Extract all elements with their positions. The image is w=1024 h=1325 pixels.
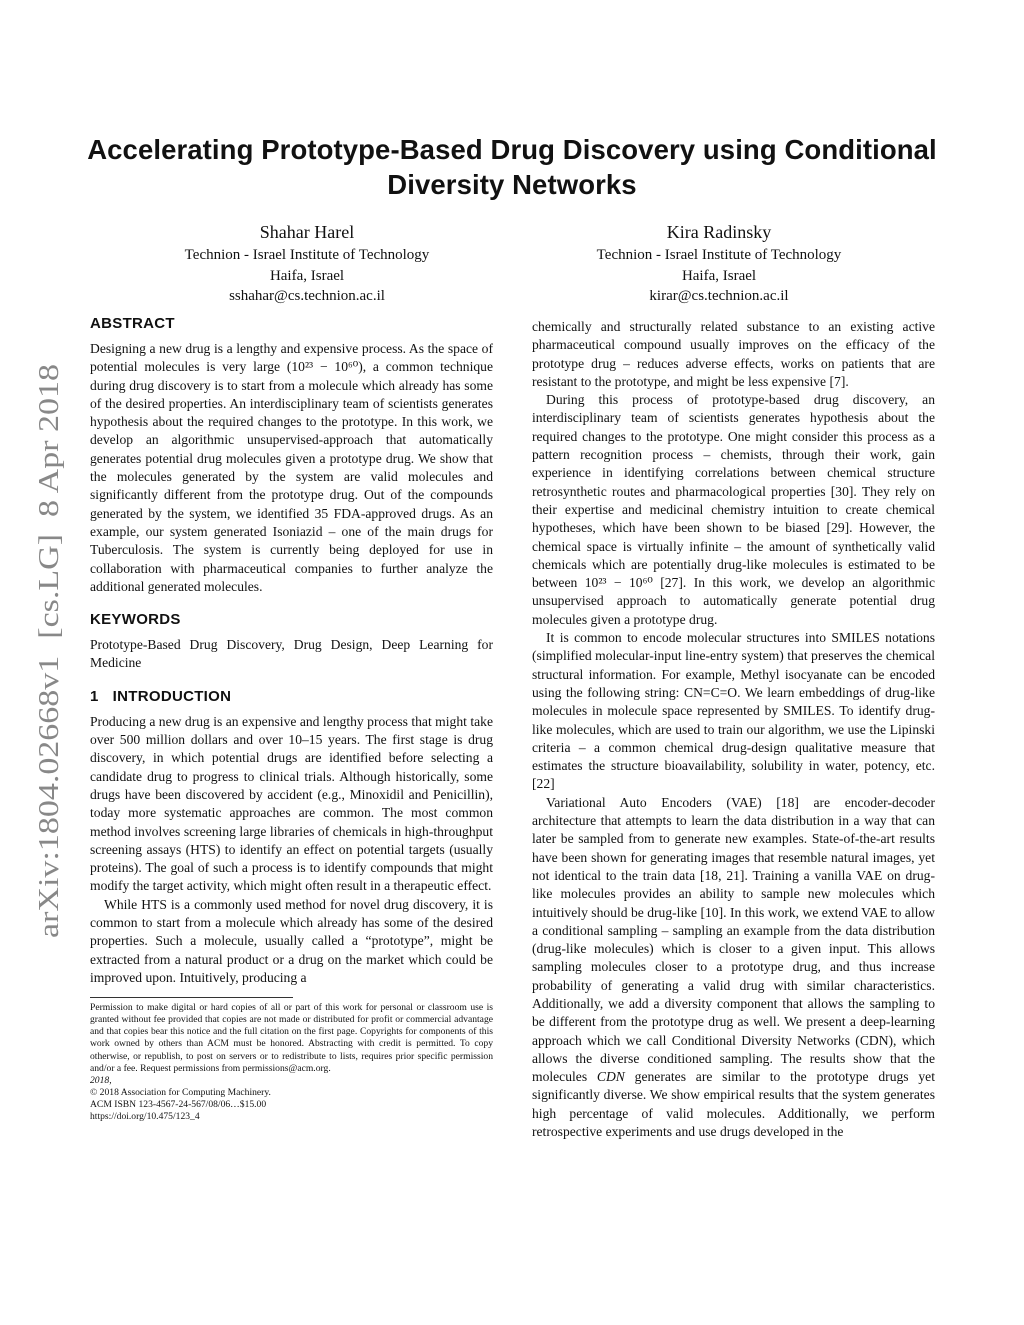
body-paragraph-4-part-b: generates are similar to the prototype drugs yet significantly diverse. We show empirical results that the system generates high percentage of valid molecules. Additionally, we perform retrospective experiments and use drugs developed in the xyxy=(532,1069,935,1140)
arxiv-id-text: arXiv:1804.02668v1 [cs.LG] 8 Apr 2018 xyxy=(34,456,65,938)
right-column xyxy=(532,318,935,1141)
author-affiliation: Technion - Israel Institute of Technology xyxy=(596,247,842,263)
keywords-text: Prototype-Based Drug Discovery, Drug Design, Deep Learning for Medicine xyxy=(90,637,493,671)
author-name: Shahar Harel xyxy=(259,222,355,242)
section-title: INTRODUCTION xyxy=(112,687,232,705)
copyright-footnote xyxy=(90,1002,493,1123)
title-line-1: Accelerating Prototype-Based Drug Discovery using Conditional xyxy=(87,134,937,165)
intro-paragraph-2: While HTS is a commonly used method for novel drug discovery, it is common to start from a molecule which already has some of the desired properties. Such a molecule, usually called a “prototype”, might be extracted from a natural product or a drug on the market which could be improved upon. Intuitively, producing a xyxy=(90,896,493,985)
footnote-divider xyxy=(90,997,293,998)
copyright-line: © 2018 Association for Computing Machinery. xyxy=(90,1086,271,1098)
body-paragraph-4-part-a: Variational Auto Encoders (VAE) [18] are encoder-decoder architecture that attempts to learn the data distribution in a way that can later be sampled from to generate new examples. State-of-the-art results have been shown for generating images that resemble natural images, yet not identical to the train data [18, 21]. Training a vanilla VAE on drug-like molecules provides an ability to sample new molecules which intuitively should be drug-like [10]. In this work, we extend VAE to allow a conditional sampling – sampling an example from the data distribution (drug-like molecules) which is closer to a given input. This allows sampling molecules closer to a prototype drug, and thus increase probability of generating a valid drug with similar characteristics. Additionally, we add a diversity component that allows the sampling to be different from the prototype drug as well. We present a deep-learning approach which we call Conditional Diversity Networks (CDN), which allows the diverse conditioned sampling. The results show that the molecules xyxy=(532,794,935,1085)
title-line-2: Diversity Networks xyxy=(387,169,637,200)
author-location: Haifa, Israel xyxy=(681,267,757,284)
author-affiliation: Technion - Israel Institute of Technology xyxy=(184,247,430,263)
abstract-text: Designing a new drug is a lengthy and expensive process. As the space of potential molecules is very large (10²³ − 10⁶⁰), a common technique during drug discovery is to start from a molecule which already has some of the desired properties. An interdisciplinary team of scientists generates hypothesis about the required changes to the prototype. In this work, we develop an algorithmic unsupervised-approach that automatically generates potential drug molecules given a prototype drug. We show that the molecules generated by the system are valid molecules and significantly different from the prototype drug. Out of the compounds generated by the system, we identified 35 FDA-approved drugs. As an example, our system generated Isoniazid – one of the main drugs for Tuberculosis. The system is currently being deployed for use in collaboration with pharmaceutical companies to further analyze the additional generated molecules. xyxy=(90,341,493,594)
author-block-2 xyxy=(539,221,899,307)
body-paragraph-2: During this process of prototype-based drug discovery, an interdisciplinary team of scientists generates hypothesis about the required changes to the prototype. One might consider this process as a pattern recognition process – chemists, through their work, gain experience in identifying correlations between chemical structure retrosynthetic routes and pharmacological properties [30]. They rely on their expertise and medicinal chemistry intuition to create chemical hypotheses, which have been shown to be biased [29]. However, the chemical space is virtually infinite – the amount of synthetically valid chemicals which are potentially drug-like molecules is estimated to be between 10²³ − 10⁶⁰ [27]. In this work, we develop an algorithmic unsupervised approach to automatically generate potential drug molecules given a prototype drug. xyxy=(532,392,935,627)
author-email[interactable]: sshahar@cs.technion.ac.il xyxy=(229,288,385,304)
body-paragraph-3: It is common to encode molecular structures into SMILES notations (simplified molecular-input line-entry system) that preserves the chemical structural information. For example, Methyl isocyanate can be encoded using the following string: CN=C=O. We learn embeddings of drug-like molecules in molecule space represented by SMILES. To identify drug-like molecules, which are used to train our algorithm, we use the Lipinski criteria – a common chemical drug-design qualitative measure that estimates the structure bioavailability, solubility in water, potency, etc. [22] xyxy=(532,630,935,792)
body-paragraph-1: chemically and structurally related substance to an existing active pharmaceutical compound usually improves on the efficacy of the prototype drug – reduces adverse effects, works on patients that are resistant to the prototype, and might be less expensive [7]. xyxy=(532,319,935,389)
isbn-line: ACM ISBN 123-4567-24-567/08/06…$15.00 xyxy=(90,1098,267,1110)
permission-notice: Permission to make digital or hard copies of all or part of this work for personal or classroom use is granted without fee provided that copies are not made or distributed for profit or commercial advantage and that copies bear this notice and the full citation on the first page. Copyrights for components of this work owned by others than ACM must be honored. Abstracting with credit is permitted. To copy otherwise, or republish, to post on servers or to redistribute to lists, requires prior specific permission and/or a fee. Request permissions from permissions@acm.org. xyxy=(90,1002,493,1074)
intro-paragraph-1: Producing a new drug is an expensive and lengthy process that might take over 500 million dollars and over 10–15 years. The first stage is drug discovery, in which potential drugs are identified before selecting a candidate drug to progress to clinical trials. Although historically, some drugs have been discovered by accident (e.g., Minoxidil and Penicillin), today more systematic approaches are common. The most common method involves screening large libraries of chemicals in high-throughput screening assays (HTS) to identify an effect on potential targets (usually proteins). The goal of such a process is to identify compounds that might modify the target activity, which might often result in a therapeutic effect. xyxy=(90,713,493,894)
author-location: Haifa, Israel xyxy=(269,267,345,284)
introduction-heading xyxy=(90,687,493,707)
abstract-heading: ABSTRACT xyxy=(90,315,175,332)
author-block-1 xyxy=(127,221,487,307)
doi-link[interactable]: https://doi.org/10.475/123_4 xyxy=(90,1111,200,1123)
author-name: Kira Radinsky xyxy=(666,222,772,242)
author-email[interactable]: kirar@cs.technion.ac.il xyxy=(649,288,789,304)
arxiv-identifier-stamp xyxy=(14,360,74,940)
conference-year: 2018, xyxy=(90,1074,112,1086)
keywords-heading: KEYWORDS xyxy=(90,611,181,629)
section-number: 1 xyxy=(90,687,99,705)
cdn-emphasis: CDN xyxy=(596,1069,625,1085)
left-column xyxy=(90,314,493,1123)
body-paragraph-4 xyxy=(532,794,935,1142)
paper-title xyxy=(60,132,964,202)
